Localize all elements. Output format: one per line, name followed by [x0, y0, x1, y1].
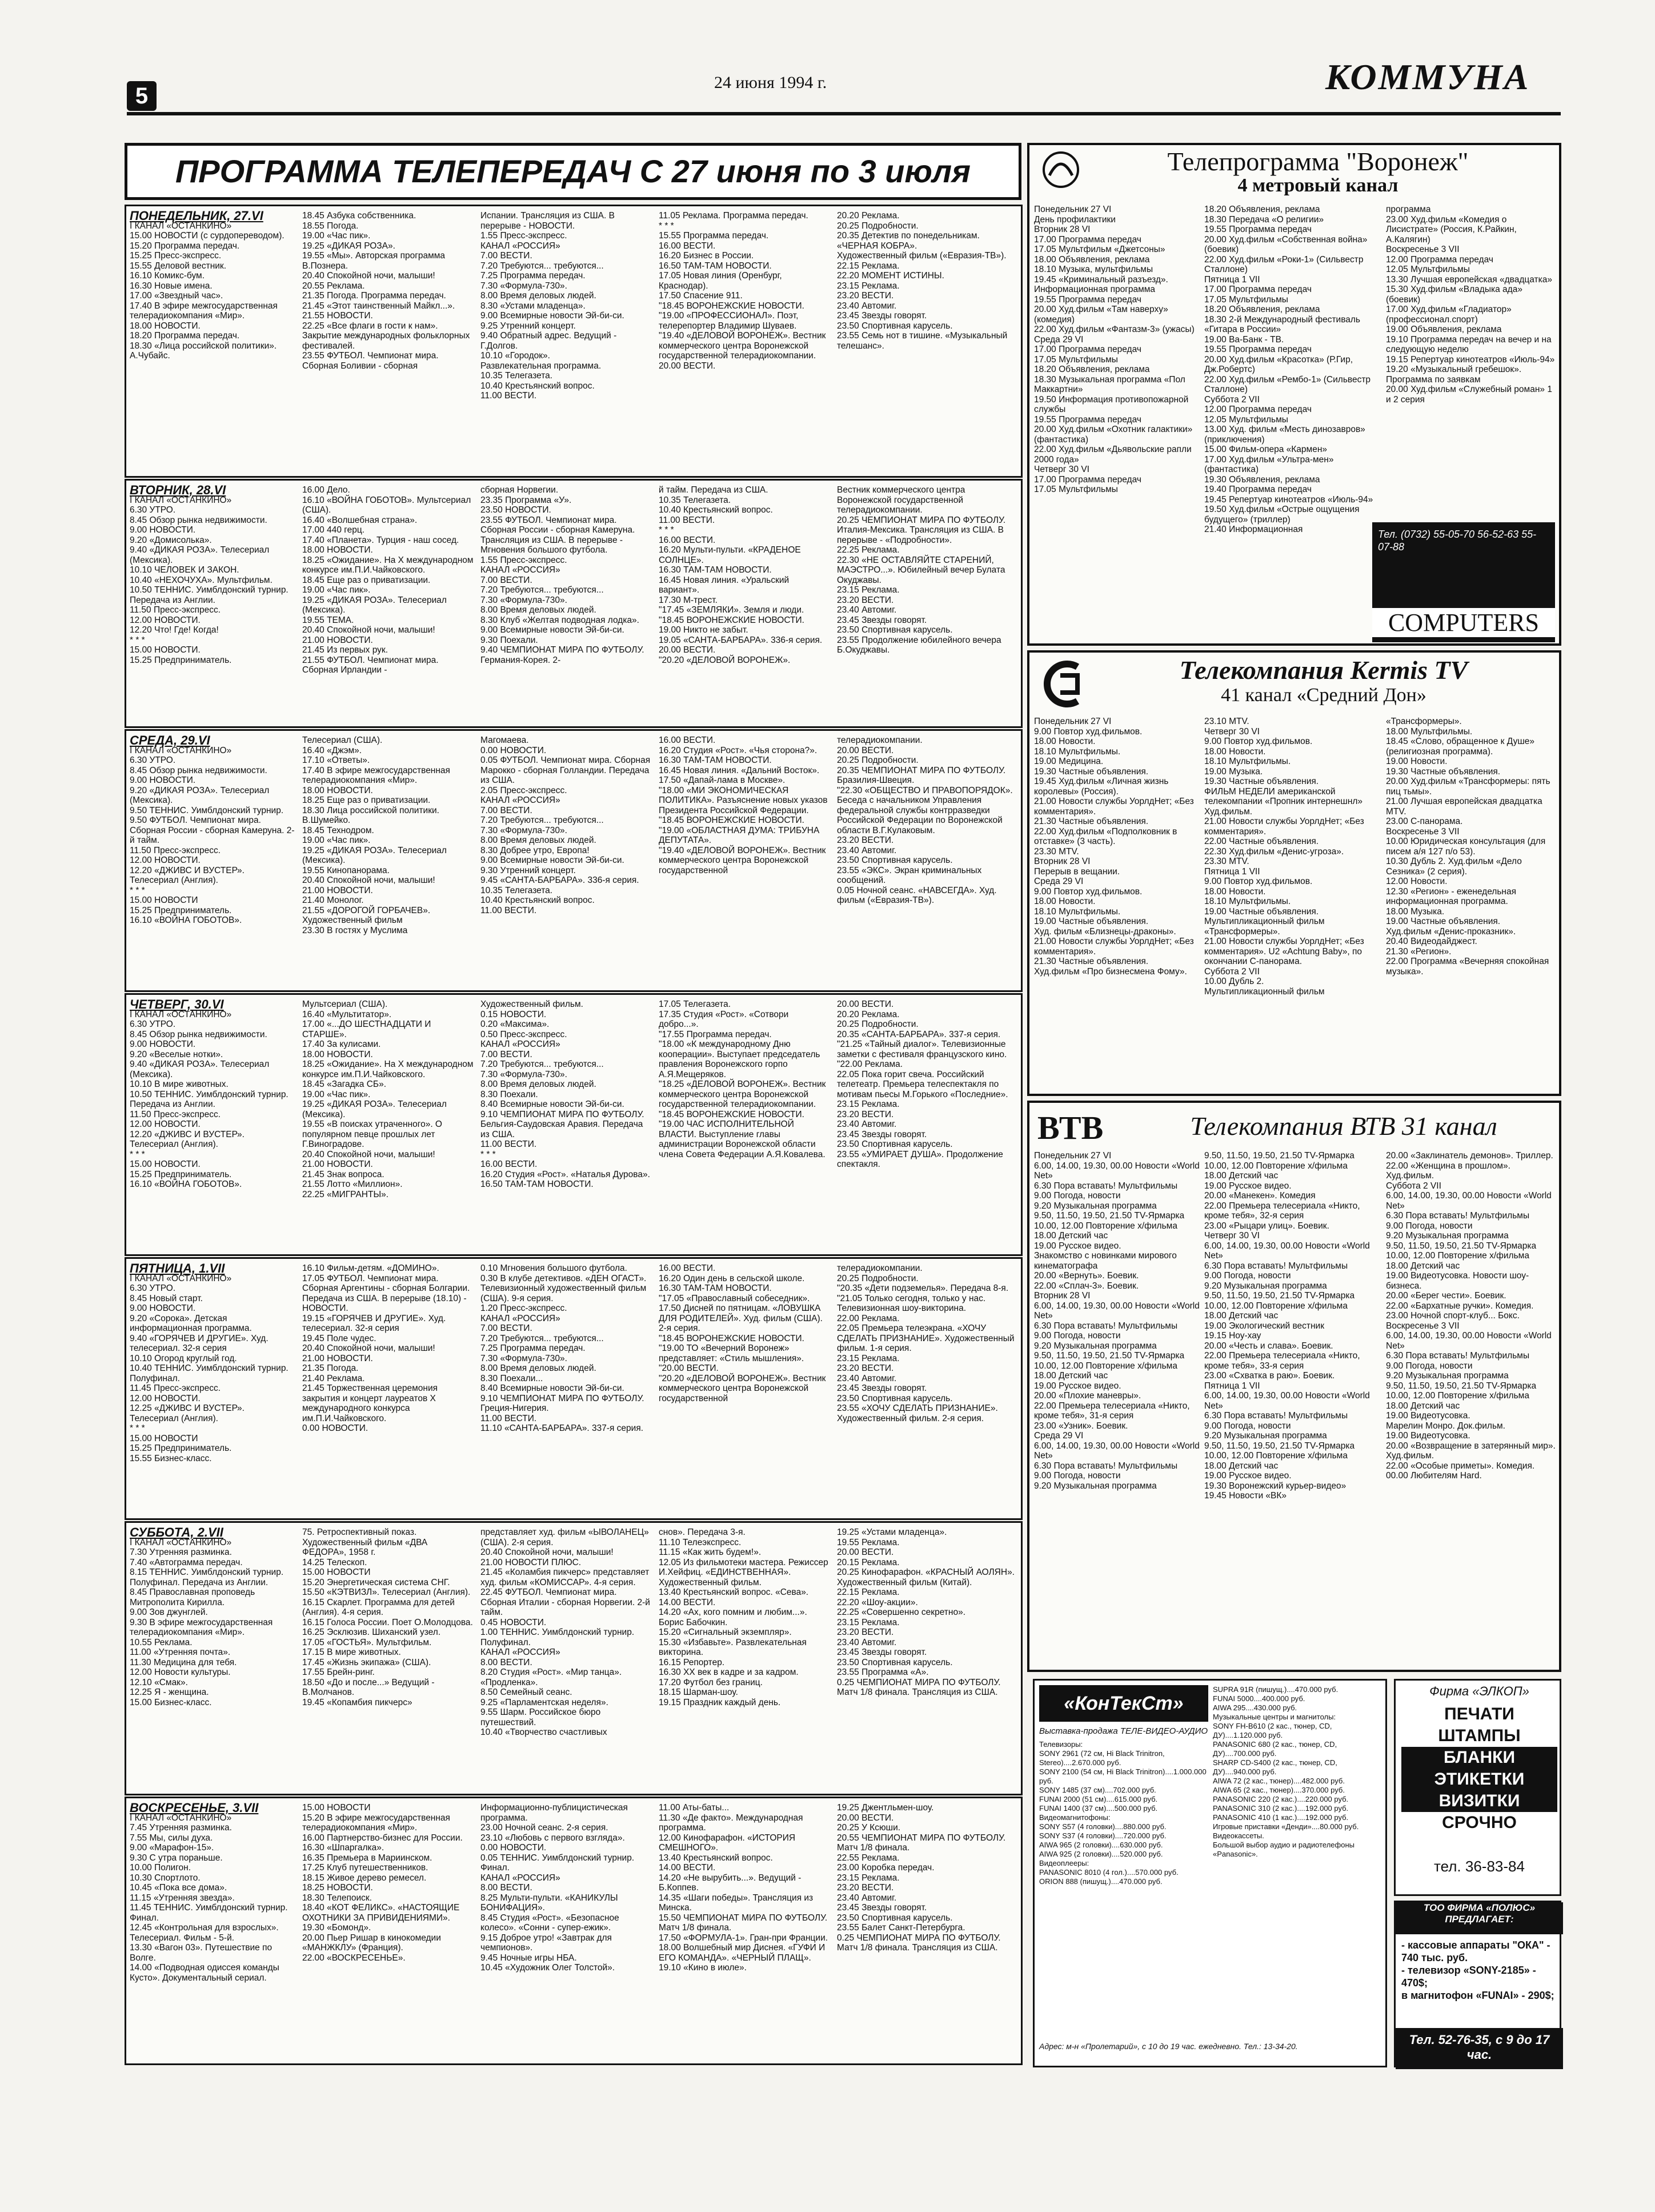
polyus-text: - кассовые аппараты "ОКА" - 740 тыс. руб. - телевизор «SONY-2185» - 470$; в магнитофон «FUNAI» - 290$;	[1401, 1939, 1554, 2001]
elkop-item: ШТАМПЫ	[1438, 1726, 1521, 1745]
day-col-4: 11.05 Реклама. Программа передач. * * * 15.55 Программа передач. 16.00 ВЕСТИ. 16.20 Бизнес в России. 16.50 ТАМ-ТАМ НОВОСТИ. 17.05 Новая линия (Оренбург, Краснодар). 17.50 Спасение 911. "18.45 ВОРОНЕЖСКИЕ НОВОСТИ. "19.00 «ПРОФЕССИОНАЛ». Поэт, телерепортер Владимир Шуваев. "19.40 «ДЕЛОВОЙ ВОРОНЕЖ». Вестник коммерческого центра Воронежской государственной телерадиокомпании. 20.00 ВЕСТИ.	[659, 211, 826, 371]
computers-ad	[1372, 522, 1555, 642]
context-ad	[1033, 1679, 1387, 2067]
day-col-4: 16.00 ВЕСТИ. 16.20 Студия «Рост». «Чья сторона?». 16.30 ТАМ-ТАМ НОВОСТИ. 16.45 Новая линия. «Дальний Восток». 17.50 «Дапай-лама в Москве». "18.00 «МИ ЭКОНОМИЧЕСКАЯ ПОЛИТИКА». Разъяснение новых указов Президента Российской Федерации. "18.45 ВОРОНЕЖСКИЕ НОВОСТИ. "19.00 «ОБЛАСТНАЯ ДУМА: ТРИБУНА ДЕПУТАТА». "19.40 «ДЕЛОВОЙ ВОРОНЕЖ». Вестник коммерческого центра Воронежской государственной	[659, 735, 828, 875]
day-name: ВОСКРЕСЕНЬЕ, 3.VII	[130, 1803, 259, 1815]
day-name: ПОНЕДЕЛЬНИК, 27.VI	[130, 211, 263, 223]
voronezh-col-3: программа 23.00 Худ.фильм «Комедия о Лисистрате» (Россия, К.Райкин, А.Калягин) Воскресенье 3 VII 12.00 Программа передач 12.05 Мультфильмы 13.30 Лучшая европейская «двадцатка» 15.30 Худ.фильм «Владыка ада» (боевик) 17.00 Худ.фильм «Гладиатор» (профессионал.спорт) 19.00 Объявления, реклама 19.10 Программа передач на вечер и на следующую неделю 19.15 Репертуар кинотеатров «Июль-94» 19.20 «Музыкальный гребешок». Программа по заявкам 20.00 Худ.фильм «Служебный роман» 1 и 2 серия	[1386, 205, 1555, 405]
day-col-5: телерадиокомпании. 20.00 ВЕСТИ. 20.25 Подробности. 20.35 ЧЕМПИОНАТ МИРА ПО ФУТБОЛУ. Бразилия-Швеция. "22.30 «ОБЩЕСТВО И ПРАВОПОРЯДОК». Беседа с начальником Управления федеральной службы контрразведки Российской Федерации по Воронежской области В.Г.Кулаковым. 23.20 ВЕСТИ. 23.40 Автомиг. 23.50 Спортивная карусель. 23.55 «ЭКС». Экран криминальных сообщений. 0.05 Ночной сеанс. «НАВСЕГДА». Худ. фильм («Евразия-ТВ»).	[837, 735, 1013, 905]
day-block-wednesday	[125, 729, 1023, 992]
day-col-4: й тайм. Передача из США. 10.35 Телегазета. 10.40 Крестьянский вопрос. 11.00 ВЕСТИ. * * * 16.00 ВЕСТИ. 16.20 Мульти-пульти. «КРАДЕНОЕ СОЛНЦЕ». 16.30 ТАМ-ТАМ НОВОСТИ. 16.45 Новая линия. «Уральский вариант». 17.30 М-трест. "17.45 «ЗЕМЛЯКИ». Земля и люди. "18.45 ВОРОНЕЖСКИЕ НОВОСТИ. 19.00 Никто не забыт. 19.05 «САНТА-БАРБАРА». 336-я серия. 20.00 ВЕСТИ. "20.20 «ДЕЛОВОЙ ВОРОНЕЖ».	[659, 485, 823, 665]
vtv-box	[1027, 1101, 1561, 1672]
polyus-title: ТОО ФИРМА «ПОЛЮС» ПРЕДЛАГАЕТ:	[1396, 1902, 1563, 1934]
header-rule	[127, 112, 1561, 115]
day-col-4: снов». Передача 3-я. 11.10 Телеэкспресс. 11.15 «Как жить будем!». 12.05 Из фильмотеки мастера. Режиссер И.Хейфиц. «ЕДИНСТВЕННАЯ». Художественный фильм. 13.40 Крестьянский вопрос. «Сева». 14.00 ВЕСТИ. 14.20 «Ах, кого помним и любим...». Борис Бабочкин. 15.20 «Сигнальный экземпляр». 15.30 «Избавьте». Развлекательная викторина. 16.15 Репортер. 16.30 XX век в кадре и за кадром. 17.20 Футбол без границ. 18.15 Шарман-шоу. 19.15 Праздник каждый день.	[659, 1527, 828, 1707]
kermis-col-3: «Трансформеры». 18.00 Мультфильмы. 18.45 «Слово, обращенное к Душе» (религиозная программа). 19.00 Новости. 19.30 Частные объявления. 20.00 Худ.фильм «Трансформеры: пять пиц тьмы». 21.00 Лучшая европейская двадцатка MTV. 23.00 С-панорама. Воскресенье 3 VII 10.00 Юридическая консультация (для писем а/я 127 п/о 53). 10.30 Дубль 2. Худ.фильм «Дело Сезника» (2 серия). 12.00 Новости. 12.30 «Регион» - еженедельная информационная программа. 18.00 Музыка. 19.00 Частные объявления. Худ.фильм «Денис-проказник». 20.40 Видеодайджест. 21.30 «Регион». 22.00 Программа «Вечерняя спокойная музыка».	[1386, 717, 1550, 977]
polyus-phone: Тел. 52-76-35, с 9 до 17 час.	[1396, 2028, 1563, 2069]
vtv-logo: ВТВ	[1037, 1109, 1104, 1146]
day-col-5: 19.25 «Устами младенца». 19.55 Реклама. 20.00 ВЕСТИ. 20.15 Реклама. 20.25 Кинофарафон. «КРАСНЫЙ АОЛЯН». Художественный фильм (Китай). 22.15 Реклама. 22.20 «Шоу-акции». 22.25 «Совершенно секретно». 23.15 Реклама. 23.20 ВЕСТИ. 23.40 Автомиг. 23.45 Звезды говорят. 23.50 Спортивная карусель. 23.55 Программа «А». 0.25 ЧЕМПИОНАТ МИРА ПО ФУТБОЛУ. Матч 1/8 финала. Трансляция из США.	[837, 1527, 1015, 1697]
day-col-2: 15.00 НОВОСТИ 15.20 В эфире межгосударственная телерадиокомпания «Мир». 16.00 Партнерство-бизнес для России. 16.30 «Шпаргалка». 16.35 Премьера в Мариинском. 17.25 Клуб путешественников. 18.15 Живое дерево ремесел. 18.25 НОВОСТИ. 18.30 Телепоиск. 18.40 «КОТ ФЕЛИКС». «НАСТОЯЩИЕ ОХОТНИКИ ЗА ПРИВИДЕНИЯМИ». 19.30 «Бомонд». 20.00 Пьер Ришар в кинокомедии «МАНЖКЛУ» (Франция). 22.00 «ВОСКРЕСЕНЬЕ».	[302, 1803, 463, 1963]
day-col-1	[130, 485, 295, 665]
day-text: I КАНАЛ «ОСТАНКИНО» 6.30 УТРО. 8.45 Обзор рынка недвижимости. 9.00 НОВОСТИ. 9.20 «ДИКАЯ РОЗА». Телесериал (Мексика). 9.50 ТЕННИС. Уимблдонский турнир. 9.50 ФУТБОЛ. Чемпионат мира. Сборная России - сборная Камеруна. 2-й тайм. 11.50 Пресс-экспресс. 12.00 НОВОСТИ. 12.20 «ДЖИВС И ВУСТЕР». Телесериал (Англия). * * * 15.00 НОВОСТИ 15.25 Предприниматель. 16.10 «ВОЙНА ГОБОТОВ».	[130, 745, 295, 925]
voronezh-tv-box	[1027, 143, 1561, 646]
computers-ad-name: COMPUTERS	[1372, 608, 1555, 637]
elkop-ad	[1394, 1679, 1561, 1896]
newspaper-logo: КОММУНА	[1325, 57, 1530, 97]
elkop-item: ВИЗИТКИ	[1401, 1790, 1557, 1812]
day-block-tuesday	[125, 479, 1023, 728]
day-name: СУББОТА, 2.VII	[130, 1527, 223, 1539]
day-col-1	[130, 1803, 295, 1983]
elkop-items	[1401, 1703, 1557, 1834]
day-col-3: Испании. Трансляция из США. В перерыве - НОВОСТИ. 1.55 Пресс-экспресс. КАНАЛ «РОССИЯ» 7.00 ВЕСТИ. 7.20 Требуются... требуются... 7.25 Программа передач. 7.30 «Формула-730». 8.00 Время деловых людей. 8.30 «Устами младенца». 9.00 Всемирные новости Эй-би-си. 9.25 Утренний концерт. 9.40 Обратный адрес. Ведущий - Г.Долгов. 10.10 «Городок». Развлекательная программа. 10.35 Телегазета. 10.40 Крестьянский вопрос. 11.00 ВЕСТИ.	[480, 211, 624, 401]
day-col-2: 18.45 Азбука собственника. 18.55 Погода. 19.00 «Час пик». 19.25 «ДИКАЯ РОЗА». 19.55 «Мы». Авторская программа В.Познера. 20.40 Спокойной ночи, малыши! 20.55 Реклама. 21.35 Погода. Программа передач. 21.45 «Этот таинственный Майкл...». 21.55 НОВОСТИ. 22.25 «Все флаги в гости к нам». Закрытие международных фольклорных фестивалей. 23.55 ФУТБОЛ. Чемпионат мира. Сборная Боливии - сборная	[302, 211, 470, 371]
voronezh-col-1: Понедельник 27 VI День профилактики Вторник 28 VI 17.00 Программа передач 17.05 Мультфильм «Джетсоны» 18.00 Объявления, реклама 18.10 Музыка, мультфильмы 19.45 «Криминальный разъезд». Информационная программа 19.55 Программа передач 20.00 Худ.фильм «Там наверху» (комедия) 22.00 Худ.фильм «Фантазм-3» (ужасы) Среда 29 VI 17.00 Программа передач 17.05 Мультфильмы 18.20 Объявления, реклама 18.30 Музыкальная программа «Пол Маккартни» 19.50 Информация противопожарной службы 19.55 Программа передач 20.00 Худ.фильм «Охотник галактики» (фантастика) 22.00 Худ.фильм «Дьявольские рапли 2000 года» Четверг 30 VI 17.00 Программа передач 17.05 Мультфильмы	[1034, 205, 1195, 494]
context-ad-address: Адрес: м-н «Пролетарий», с 10 до 19 час. ежедневно. Тел.: 13-34-20.	[1039, 2042, 1298, 2051]
day-col-4: 11.00 Аты-баты... 11.30 «Де факто». Международная программа. 12.00 Кинофарафон. «ИСТОРИЯ СМЕШНОГО». 13.40 Крестьянский вопрос. 14.00 ВЕСТИ. 14.20 «Не вырубить...». Ведущий - Б.Коппев. 14.35 «Шаги победы». Трансляция из Минска. 15.50 ЧЕМПИОНАТ МИРА ПО ФУТБОЛУ. Матч 1/8 финала. 17.50 «ФОРМУЛА-1». Гран-при Франции. 18.00 Волшебный мир Диснея. «ГУФИ И ЕГО КОМАНДА». «ЧЕРНЫЙ ПЛАЩ». 19.10 «Кино в июле».	[659, 1803, 828, 1973]
day-text: I КАНАЛ «ОСТАНКИНО» 7.45 Утренняя разминка. 7.55 Мы, силы духа. 9.00 «Марафон-15». 9.30 С утра пораньше. 10.00 Полигон. 10.30 Спортлото. 10.45 «Пока все дома». 11.15 «Утренняя звезда». 11.45 ТЕННИС. Уимблдонский турнир. Финал. 12.45 «Контрольная для взрослых». Телесериал. Фильм - 5-й. 13.30 «Вагон 03». Путешествие по Волге. 14.00 «Подводная одиссея команды Кусто». Документальный сериал.	[130, 1813, 288, 1983]
day-name: ЧЕТВЕРГ, 30.VI	[130, 999, 224, 1011]
day-col-2: 16.10 Фильм-детям. «ДОМИНО». 17.05 ФУТБОЛ. Чемпионат мира. Сборная Аргентины - сборная Болгарии. Передача из США. В перерыве (18.10) - НОВОСТИ. 19.15 «ГОРЯЧЕВ И ДРУГИЕ». Худ. телесериал. 32-я серия 19.45 Поле чудес. 20.40 Спокойной ночи, малыши! 21.00 НОВОСТИ. 21.35 Погода. 21.40 Реклама. 21.45 Торжественная церемония закрытия и концерт лауреатов X международного конкурса им.П.И.Чайковского. 0.00 НОВОСТИ.	[302, 1263, 470, 1433]
elkop-item: БЛАНКИ	[1401, 1747, 1557, 1769]
page-number: 5	[127, 81, 157, 111]
day-col-3: Художественный фильм. 0.15 НОВОСТИ. 0.20 «Максима». 0.50 Пресс-экспресс. КАНАЛ «РОССИЯ» 7.00 ВЕСТИ. 7.20 Требуются... требуются... 7.30 «Формула-730». 8.00 Время деловых людей. 8.30 Поехали. 8.40 Всемирные новости Эй-би-си. 9.10 ЧЕМПИОНАТ МИРА ПО ФУТБОЛУ. Бельгия-Саудовская Аравия. Передача из США. 11.00 ВЕСТИ. * * * 16.00 ВЕСТИ. 16.20 Студия «Рост». «Наталья Дурова». 16.50 ТАМ-ТАМ НОВОСТИ.	[480, 999, 650, 1189]
day-col-2: Мультсериал (США). 16.40 «Мультитатор». 17.00 «...ДО ШЕСТНАДЦАТИ И СТАРШЕ». 17.40 За кулисами. 18.00 НОВОСТИ. 18.25 «Ожидание». На X международном конкурсе им.П.И.Чайковского. 18.45 «Загадка СБ». 19.00 «Час пик». 19.25 «ДИКАЯ РОЗА». Телесериал (Мексика). 19.55 «В поисках утраченного». О популярном певце прошлых лет Г.Виноградове. 20.40 Спокойной ночи, малыши! 21.00 НОВОСТИ. 21.45 Знак вопроса. 21.55 Лотто «Миллион». 22.25 «МИГРАНТЫ».	[302, 999, 474, 1199]
day-col-1	[130, 1527, 295, 1707]
day-text: I КАНАЛ «ОСТАНКИНО» 15.00 НОВОСТИ (с сурдопереводом). 15.20 Программа передач. 15.25 Пресс-экспресс. 15.55 Деловой вестник. 16.10 Комикс-бум. 16.30 Новые имена. 17.00 «Звездный час». 17.40 В эфире межгосударственная телерадиокомпания «Мир». 18.00 НОВОСТИ. 18.20 Программа передач. 18.30 «Лица российской политики». А.Чубайс.	[130, 221, 284, 361]
day-block-friday	[125, 1257, 1023, 1520]
day-col-5: 20.00 ВЕСТИ. 20.20 Реклама. 20.25 Подробности. 20.35 «САНТА-БАРБАРА». 337-я серия. "21.25 «Тайный диалог». Телевизионные заметки с фестиваля французского кино. "22.00 Реклама. 22.05 Пока горит свеча. Российский телетеатр. Премьера телеспектакля по мотивам пьесы М.Горького «Последние». 23.15 Реклама. 23.20 ВЕСТИ. 23.40 Автомиг. 23.45 Звезды говорят. 23.50 Спортивная карусель. 23.55 «УМИРАЕТ ДУША». Продолжение спектакля.	[837, 999, 1008, 1169]
day-col-1	[130, 211, 295, 361]
day-block-saturday	[125, 1521, 1023, 1795]
kermis-title: Телекомпания Kermis TV	[1179, 655, 1468, 685]
day-block-monday	[125, 205, 1023, 478]
polyus-ad	[1394, 1901, 1561, 2067]
voronezh-logo-icon	[1041, 150, 1081, 190]
day-col-3: Информационно-публицистическая программа. 23.00 Ночной сеанс. 2-я серия. 23.10 «Любовь с первого взгляда». 0.00 НОВОСТИ. 0.05 ТЕННИС. Уимблдонский турнир. Финал. КАНАЛ «РОССИЯ» 8.00 ВЕСТИ. 8.25 Мульти-пульти. «КАНИКУЛЫ БОНИФАЦИЯ». 8.45 Студия «Рост». «Безопасное колесо». «Сонни - супер-ежик». 9.15 Доброе утро! «Завтрак для чемпионов». 9.45 Ночные игры НБА. 10.45 «Художник Олег Толстой».	[480, 1803, 635, 1973]
day-col-5: 19.25 Джентльмен-шоу. 20.00 ВЕСТИ. 20.25 У Ксюши. 20.55 ЧЕМПИОНАТ МИРА ПО ФУТБОЛУ. Матч 1/8 финала. 22.55 Реклама. 23.00 Коробка передач. 23.15 Реклама. 23.20 ВЕСТИ. 23.40 Автомиг. 23.45 Звезды говорят. 23.50 Спортивная карусель. 23.55 Балет Санкт-Петербурга. 0.25 ЧЕМПИОНАТ МИРА ПО ФУТБОЛУ. Матч 1/8 финала. Трансляция из США.	[837, 1803, 1006, 1953]
voronezh-subtitle: 4 метровый канал	[1237, 175, 1398, 196]
elkop-title: Фирма «ЭЛКОП»	[1429, 1684, 1529, 1698]
kermis-col-2: 23.10 MTV. Четверг 30 VI 9.00 Повтор худ.фильмов. 18.00 Новости. 18.10 Мультфильмы. 19.00 Музыка. 19.30 Частные объявления. ФИЛЬМ НЕДЕЛИ американской телекомпании «Пропник интернешнл» Худ.фильм. 21.00 Новости службы УорлдНет; «Без комментария». 22.00 Частные объявления. 22.30 Худ.фильм «Денис-угроза». 23.30 MTV. Пятница 1 VII 9.00 Повтор худ.фильмов. 18.00 Новости. 18.10 Мультфильмы. 19.00 Частные объявления. Мультипликационный фильм «Трансформеры». 21.00 Новости службы УорлдНет; «Без комментария». U2 «Achtung Baby», по окончании С-панорама. Суббота 2 VII 10.00 Дубль 2. Мультипликационный фильм	[1204, 717, 1364, 997]
day-col-1	[130, 735, 295, 926]
day-col-2: 16.00 Дело. 16.10 «ВОЙНА ГОБОТОВ». Мультсериал (США). 16.40 «Волшебная страна». 17.00 440 герц. 17.40 «Планета». Турция - наш сосед. 18.00 НОВОСТИ. 18.25 «Ожидание». На X международном конкурсе им.П.И.Чайковского. 18.45 Еще раз о приватизации. 19.00 «Час пик». 19.25 «ДИКАЯ РОЗА». Телесериал (Мексика). 19.55 ТЕМА. 20.40 Спокойной ночи, малыши! 21.00 НОВОСТИ. 21.45 Из первых рук. 21.55 ФУТБОЛ. Чемпионат мира. Сборная Ирландии -	[302, 485, 474, 675]
day-col-3: Магомаева. 0.00 НОВОСТИ. 0.05 ФУТБОЛ. Чемпионат мира. Сборная Марокко - сборная Голландии. Передача из США. 2.05 Пресс-экспресс. КАНАЛ «РОССИЯ» 7.00 ВЕСТИ. 7.20 Требуются... требуются... 7.30 «Формула-730». 8.00 Время деловых людей. 8.30 Добрее утро, Европа! 9.00 Всемирные новости Эй-би-си. 9.30 Утренний концерт. 9.45 «САНТА-БАРБАРА». 336-я серия. 10.35 Телегазета. 10.40 Крестьянский вопрос. 11.00 ВЕСТИ.	[480, 735, 651, 915]
day-text: I КАНАЛ «ОСТАНКИНО» 6.30 УТРО. 8.45 Новый старт. 9.00 НОВОСТИ. 9.20 «Сорока». Детская информационная программа. 9.40 «ГОРЯЧЕВ И ДРУГИЕ». Худ. телесериал. 32-я серия 10.10 Огород круглый год. 10.40 ТЕННИС. Уимблдонский турнир. Полуфинал. 11.45 Пресс-экспресс. 12.00 НОВОСТИ. 12.25 «ДЖИВС И ВУСТЕР». Телесериал (Англия). * * * 15.00 НОВОСТИ 15.25 Предприниматель. 15.55 Бизнес-класс.	[130, 1273, 288, 1463]
day-name: СРЕДА, 29.VI	[130, 735, 210, 747]
day-col-3: представляет худ. фильм «ЫВОЛАНЕЦ» (США). 2-я серия. 20.40 Спокойной ночи, малыши! 21.00 НОВОСТИ ПЛЮС. 21.45 «Коламбия пикчерс» представляет худ. фильм «КОМИССАР». 4-я серия. 22.45 ФУТБОЛ. Чемпионат мира. Сборная Италии - сборная Норвегии. 2-й тайм. 0.45 НОВОСТИ. 1.00 ТЕННИС. Уимблдонский турнир. Полуфинал. КАНАЛ «РОССИЯ» 8.00 ВЕСТИ. 8.20 Студия «Рост». «Мир танца». «Продленка». 8.50 Семейный сеанс. 9.25 «Парламентская неделя». 9.55 Шарм. Российское бюро путешествий. 10.40 «Творчество счастливых	[480, 1527, 650, 1737]
context-ad-text-2: SUPRA 91R (пишущ.)....470.000 руб. FUNAI 5000....400.000 руб. AIWA 295....430.000 руб. Музыкальные центры и магнитолы: SONY FH-B610 (2 кас., тюнер, CD, ДУ)....1.120.000 руб. PANASONIC 680 (2 кас., тюнер, CD, ДУ)....700.000 руб. SHARP CD-S400 (2 кас., тюнер, CD, ДУ)....940.000 руб. AIWA 72 (2 кас., тюнер)....482.000 руб. AIWA 65 (2 кас., тюнер)....370.000 руб. PANASONIC 220 (2 кас.)....220.000 руб. PANASONIC 310 (2 кас.)....192.000 руб. PANASONIC 410 (1 кас.)....192.000 руб. Игровые приставки «Денди»....80.000 руб. Видеокассеты. Большой выбор аудио и радиотелефоны «Panasonic».	[1213, 1685, 1359, 1858]
voronezh-col-2: 18.20 Объявления, реклама 18.30 Передача «О религии» 19.55 Программа передач 20.00 Худ.фильм «Собственная война» (боевик) 22.00 Худ.фильм «Роки-1» (Сильвестр Сталлоне) Пятница 1 VII 17.00 Программа передач 17.05 Мультфильмы 18.20 Объявления, реклама 18.30 2-й Международный фестиваль «Гитара в России» 19.00 Ва-Банк - ТВ. 19.55 Программа передач 20.00 Худ.фильм «Красотка» (Р.Гир, Дж.Робертс) 22.00 Худ.фильм «Рембо-1» (Сильвестр Сталлоне) Суббота 2 VII 12.00 Программа передач 12.05 Мультфильмы 13.00 Худ. фильм «Месть динозавров» (приключения) 15.00 Фильм-опера «Кармен» 17.00 Худ.фильм «Ультра-мен» (фантастика) 19.30 Объявления, реклама 19.40 Программа передач 19.45 Репертуар кинотеатров «Июль-94» 19.50 Худ.фильм «Острые ощущения будущего» (триллер) 21.40 Информационная	[1204, 205, 1373, 534]
day-name: ВТОРНИК, 28.VI	[130, 485, 226, 497]
day-col-2: Телесериал (США). 16.40 «Джэм». 17.10 «Ответы». 17.40 В эфире межгосударственная телерадиокомпания «Мир». 18.00 НОВОСТИ. 18.25 Еще раз о приватизации. 18.30 Лица российской политики. В.Шумейко. 18.45 Технодром. 19.00 «Час пик». 19.25 «ДИКАЯ РОЗА». Телесериал (Мексика). 19.55 Кинопанорама. 20.40 Спокойной ночи, малыши! 21.00 НОВОСТИ. 21.40 Монолог. 21.55 «ДОРОГОЙ ГОРБАЧЕВ». Художественный фильм 23.30 В гостях у Муслима	[302, 735, 450, 935]
elkop-item: ПЕЧАТИ	[1444, 1705, 1514, 1723]
day-block-thursday	[125, 993, 1023, 1256]
day-text: I КАНАЛ «ОСТАНКИНО» 6.30 УТРО. 8.45 Обзор рынка недвижимости. 9.00 НОВОСТИ. 9.20 «Веселые нотки». 9.40 «ДИКАЯ РОЗА». Телесериал (Мексика). 10.10 В мире животных. 10.50 ТЕННИС. Уимблдонский турнир. Передача из Англии. 11.50 Пресс-экспресс. 12.00 НОВОСТИ. 12.20 «ДЖИВС И ВУСТЕР». Телесериал (Англия). * * * 15.00 НОВОСТИ. 15.25 Предприниматель. 16.10 «ВОЙНА ГОБОТОВ».	[130, 1009, 288, 1189]
vtv-col-2: 9.50, 11.50, 19.50, 21.50 TV-Ярмарка 10.00, 12.00 Повторение х/фильма 18.00 Детский час 19.00 Русское видео. 20.00 «Манекен». Комедия 22.00 Премьера телесериала «Никто, кроме тебя», 32-я серия 23.00 «Рыцари улиц». Боевик. Четверг 30 VI 6.00, 14.00, 19.30, 00.00 Новости «World Net» 6.30 Пора вставать! Мультфильмы 9.00 Погода, новости 9.20 Музыкальная программа 9.50, 11.50, 19.50, 21.50 TV-Ярмарка 10.00, 12.00 Повторение х/фильма 18.00 Детский час 19.00 Экологический вестник 19.15 Ноу-хау 20.00 «Честь и слава». Боевик. 22.00 Премьера телесериала «Никто, кроме тебя», 33-я серия 23.00 «Схватка в раю». Боевик. Пятница 1 VII 6.00, 14.00, 19.30, 00.00 Новости «World Net» 6.30 Пора вставать! Мультфильмы 9.00 Погода, новости 9.20 Музыкальная программа 9.50, 11.50, 19.50, 21.50 TV-Ярмарка 10.00, 12.00 Повторение х/фильма 18.00 Детский час 19.00 Русское видео. 19.30 Воронежский курьер-видео» 19.45 Новости «ВК»	[1204, 1151, 1370, 1501]
day-col-3: 0.10 Мгновения большого футбола. 0.30 В клубе детективов. «ДЕН ОГАСТ». Телевизионный художественный фильм (США). 9-я серия. 1.20 Пресс-экспресс. КАНАЛ «РОССИЯ» 7.00 ВЕСТИ. 7.20 Требуются... требуются... 7.25 Программа передач. 7.30 «Формула-730». 8.00 Время деловых людей. 8.30 Поехали... 8.40 Всемирные новости Эй-би-си. 9.10 ЧЕМПИОНАТ МИРА ПО ФУТБОЛУ. Греция-Нигерия. 11.00 ВЕСТИ. 11.10 «САНТА-БАРБАРА». 337-я серия.	[480, 1263, 647, 1433]
context-ad-title: «КонТекСт»	[1039, 1685, 1208, 1722]
day-text: I КАНАЛ «ОСТАНКИНО» 6.30 УТРО. 8.45 Обзор рынка недвижимости. 9.00 НОВОСТИ. 9.20 «Домисолька». 9.40 «ДИКАЯ РОЗА». Телесериал (Мексика). 10.10 ЧЕЛОВЕК И ЗАКОН. 10.40 «НЕХОЧУХА». Мультфильм. 10.50 ТЕННИС. Уимблдонский турнир. Передача из Англии. 11.50 Пресс-экспресс. 12.00 НОВОСТИ. 12.20 Что! Где! Когда! * * * 15.00 НОВОСТИ. 15.25 Предприниматель.	[130, 495, 288, 665]
tv-program-title: ПРОГРАММА ТЕЛЕПЕРЕДАЧ С 27 июня по 3 июля	[125, 143, 1021, 200]
vtv-col-3: 20.00 «Заклинатель демонов». Триллер. 22.00 «Женщина в прошлом». Худ.фильм. Суббота 2 VII 6.00, 14.00, 19.30, 00.00 Новости «World Net» 6.30 Пора вставать! Мультфильмы 9.00 Погода, новости 9.20 Музыкальная программа 9.50, 11.50, 19.50, 21.50 TV-Ярмарка 10.00, 12.00 Повторение х/фильма 18.00 Детский час 19.00 Видеотусовка. Новости шоу-бизнеса. 20.00 «Берег чести». Боевик. 22.00 «Бархатные ручки». Комедия. 23.00 Ночной спорт-клуб... Бокс. Воскресенье 3 VII 6.00, 14.00, 19.30, 00.00 Новости «World Net» 6.30 Пора вставать! Мультфильмы 9.00 Погода, новости 9.20 Музыкальная программа 9.50, 11.50, 19.50, 21.50 TV-Ярмарка 10.00, 12.00 Повторение х/фильма 18.00 Детский час 19.00 Видеотусовка. Марелин Монро. Док.фильм. 19.00 Видеотусовка. 20.00 «Возвращение в затерянный мир». Худ.фильм. 22.00 «Особые приметы». Комедия. 00.00 Любителям Hard.	[1386, 1151, 1556, 1481]
day-col-1	[130, 999, 295, 1190]
kermis-col-1: Понедельник 27 VI 9.00 Повтор худ.фильмов. 18.00 Новости. 18.10 Мультфильмы. 19.00 Медицина. 19.30 Частные объявления. 19.45 Худ.фильм «Личная жизнь королевы» (Россия). 21.00 Новости службы УорлдНет; «Без комментария». 21.30 Частные объявления. 22.00 Худ.фильм «Подполковник в отставке» (3 часть). 23.30 MTV. Вторник 28 VI Перерыв в вещании. Среда 29 VI 9.00 Повтор худ.фильмов. 18.00 Новости. 18.10 Мультфильмы. 19.00 Частные объявления. Худ. фильм «Близнецы-драконы». 21.00 Новости службы УорлдНет; «Без комментария». 21.30 Частные объявления. Худ.фильм «Про бизнесмена Фому».	[1034, 717, 1194, 977]
kermis-subtitle: 41 канал «Средний Дон»	[1221, 685, 1426, 706]
day-col-4: 16.00 ВЕСТИ. 16.20 Один день в сельской школе. 16.30 ТАМ-ТАМ НОВОСТИ. "17.05 «Православный собеседник». 17.50 Дисней по пятницам. «ЛОВУШКА ДЛЯ РОДИТЕЛЕЙ». Худ. фильм (США). 2-я серия. "18.45 ВОРОНЕЖСКИЕ НОВОСТИ. "19.00 ТО «Вечерний Воронеж» представляет: «Стиль мышления». "20.00 ВЕСТИ. "20.20 «ДЕЛОВОЙ ВОРОНЕЖ». Вестник коммерческого центра Воронежской государственной	[659, 1263, 826, 1403]
day-col-4: 17.05 Телегазета. 17.35 Студия «Рост». «Сотвори добро...». "17.55 Программа передач. "18.00 «К международному Дню кооперации». Выступает председатель правления Воронежского горпо А.Я.Мещеряков. "18.25 «ДЕЛОВОЙ ВОРОНЕЖ». Вестник коммерческого центра Воронежской государственной телерадиокомпании. "18.45 ВОРОНЕЖСКИЕ НОВОСТИ. "19.00 ЧАС ИСПОЛНИТЕЛЬНОЙ ВЛАСТИ. Выступление главы администрации Воронежской области члена Совета Федерации А.Я.Ковалева.	[659, 999, 826, 1159]
day-text: I КАНАЛ «ОСТАНКИНО» 7.30 Утренняя разминка. 7.40 «Автограмма передач. 8.15 ТЕННИС. Уимблдонский турнир. Полуфинал. Передача из Англии. 8.45 Православная проповедь Митрополита Кирилла. 9.00 Зов джунглей. 9.30 В эфире межгосударственная телерадиокомпания «Мир». 10.55 Реклама. 11.00 «Утренняя почта». 11.30 Медицина для тебя. 12.00 Новости культуры. 12.10 «Смак». 12.25 Я - женщина. 15.00 Бизнес-класс.	[130, 1537, 284, 1707]
kermis-tv-box	[1027, 650, 1561, 1096]
voronezh-title: Телепрограмма "Воронеж"	[1167, 147, 1469, 176]
day-col-1	[130, 1263, 295, 1463]
elkop-phone: тел. 36-83-84	[1434, 1858, 1525, 1875]
elkop-item: СРОЧНО	[1442, 1813, 1517, 1832]
elkop-item: ЭТИКЕТКИ	[1401, 1769, 1557, 1790]
day-col-5: 20.20 Реклама. 20.25 Подробности. 20.35 Детектив по понедельникам. «ЧЕРНАЯ КОБРА». Художественный фильм («Евразия-ТВ»). 22.15 Реклама. 22.20 МОМЕНТ ИСТИНЫ. 23.15 Реклама. 23.20 ВЕСТИ. 23.40 Автомиг. 23.45 Звезды говорят. 23.50 Спортивная карусель. 23.55 Семь нот в тишине. «Музыкальный телешанс».	[837, 211, 1008, 351]
computers-ad-phone: Тел. (0732) 55-05-70 56-52-63 55-07-88	[1378, 529, 1537, 553]
day-col-3: сборная Норвегии. 23.35 Программа «У». 23.50 НОВОСТИ. 23.55 ФУТБОЛ. Чемпионат мира. Сборная России - сборная Камеруна. Трансляция из США. В перерыве - Мгновения большого футбола. 1.55 Пресс-экспресс. КАНАЛ «РОССИЯ» 7.00 ВЕСТИ. 7.20 Требуются... требуются... 7.30 «Формула-730». 8.00 Время деловых людей. 8.30 Клуб «Желтая подводная лодка». 9.00 Всемирные новости Эй-би-си. 9.30 Поехали. 9.40 ЧЕМПИОНАТ МИРА ПО ФУТБОЛУ. Германия-Корея. 2-	[480, 485, 644, 665]
day-col-5: телерадиокомпании. 20.25 Подробности. "20.35 «Дети подземелья». Передача 8-я. "21.05 Только сегодня, только у нас. Телевизионная шоу-викторина. 22.00 Реклама. 22.05 Премьера телеэкрана. «ХОЧУ СДЕЛАТЬ ПРИЗНАНИЕ». Художественный фильм. 1-я серия. 23.15 Реклама. 23.20 ВЕСТИ. 23.40 Автомиг. 23.45 Звезды говорят. 23.50 Спортивная карусель. 23.55 «ХОЧУ СДЕЛАТЬ ПРИЗНАНИЕ». Художественный фильм. 2-я серия.	[837, 1263, 1015, 1423]
vtv-col-1: Понедельник 27 VI 6.00, 14.00, 19.30, 00.00 Новости «World Net» 6.30 Пора вставать! Мультфильмы 9.00 Погода, новости 9.20 Музыкальная программа 9.50, 11.50, 19.50, 21.50 TV-Ярмарка 10.00, 12.00 Повторение х/фильма 18.00 Детский час 19.00 Русское видео. Знакомство с новинками мирового кинематографа 20.00 «Вернуть». Боевик. 22.00 «Сплач-3». Боевик. Вторник 28 VI 6.00, 14.00, 19.30, 00.00 Новости «World Net» 6.30 Пора вставать! Мультфильмы 9.00 Погода, новости 9.20 Музыкальная программа 9.50, 11.50, 19.50, 21.50 TV-Ярмарка 10.00, 12.00 Повторение х/фильма 18.00 Детский час 19.00 Русское видео. 20.00 «Плохие маневры». 22.00 Премьера телесериала «Никто, кроме тебя», 31-я серия 23.00 «Узник». Боевик. Среда 29 VI 6.00, 14.00, 19.30, 00.00 Новости «World Net» 6.30 Пора вставать! Мультфильмы 9.00 Погода, новости 9.20 Музыкальная программа	[1034, 1151, 1200, 1491]
kermis-logo-icon	[1037, 658, 1089, 710]
day-col-5: Вестник коммерческого центра Воронежской государственной телерадиокомпании. 20.25 ЧЕМПИОНАТ МИРА ПО ФУТБОЛУ. Италия-Мексика. Трансляция из США. В перерыве - «Подробности». 22.25 Реклама. 22.30 «НЕ ОСТАВЛЯЙТЕ СТАРЕНИЙ, МАЭСТРО...». Юбилейный вечер Булата Окуджавы. 23.15 Реклама. 23.20 ВЕСТИ. 23.40 Автомиг. 23.45 Звезды говорят. 23.50 Спортивная карусель. 23.55 Продолжение юбилейного вечера Б.Окуджавы.	[837, 485, 1006, 655]
context-ad-text-1: Телевизоры: SONY 2961 (72 см, Hi Black Trinitron, Stereo)....2.670.000 руб. SONY 2100 (54 см, Hi Black Trinitron)....1.000.000 руб. SONY 1485 (37 см)....702.000 руб. FUNAI 2000 (51 см)....615.000 руб. FUNAI 1400 (37 см)....500.000 руб. Видеомагнитофоны: SONY S57 (4 головки)....880.000 руб. SONY S37 (4 головки)....720.000 руб. AIWA 965 (2 головки)....630.000 руб. AIWA 925 (2 головки)....520.000 руб. Видеоплееры: PANASONIC 8010 (4 гол.)....570.000 руб. ORION 888 (пишущ.)....470.000 руб.	[1039, 1740, 1207, 1886]
day-col-2: 75. Ретроспективный показ. Художественный фильм «ДВА ФЕДОРА», 1958 г. 14.25 Телескоп. 15.00 НОВОСТИ 15.20 Энергетическая система СНГ. 15.50 «КЭТВИЗЛ». Телесериал (Англия). 16.15 Скарлет. Программа для детей (Англия). 4-я серия. 16.15 Голоса России. Поет О.Молодцова. 16.25 Эсклюзив. Шиханский узел. 17.05 «ГОСТЬЯ». Мультфильм. 17.15 В мире животных. 17.45 «Жизнь экипажа» (США). 17.55 Брейн-ринг. 18.50 «До и после...» Ведущий - В.Молчанов. 19.45 «Копамбия пикчерс»	[302, 1527, 473, 1707]
day-name: ПЯТНИЦА, 1.VII	[130, 1263, 225, 1275]
context-ad-subtitle: Выставка-продажа ТЕЛЕ-ВИДЕО-АУДИО	[1039, 1726, 1208, 1736]
vtv-title: Телекомпания ВТВ 31 канал	[1190, 1111, 1497, 1141]
issue-date: 24 июня 1994 г.	[714, 73, 827, 92]
day-block-sunday	[125, 1797, 1023, 2065]
